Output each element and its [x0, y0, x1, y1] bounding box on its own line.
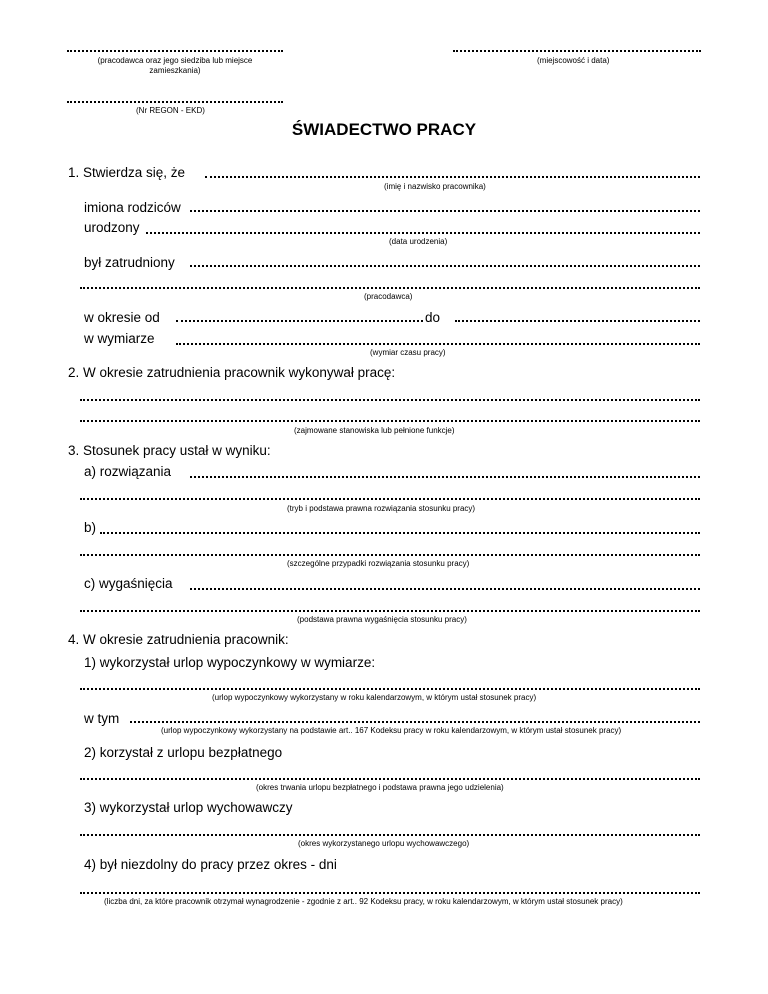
parents-label: imiona rodziców: [84, 200, 181, 215]
period-from-label: w okresie od: [84, 310, 160, 325]
termination-field-2[interactable]: [80, 498, 700, 500]
positions-field-2[interactable]: [80, 420, 700, 422]
employer-caption: (pracodawca oraz jego siedziba lub miejsce zamieszkania): [97, 56, 253, 75]
section3-heading: 3. Stosunek pracy ustał w wyniku:: [68, 443, 271, 458]
termination-caption: (tryb i podstawa prawna rozwiązania stosunku pracy): [287, 504, 476, 513]
section4-heading: 4. W okresie zatrudnienia pracownik:: [68, 632, 289, 647]
section1-heading: 1. Stwierdza się, że: [68, 165, 186, 180]
birth-date-field[interactable]: [146, 232, 700, 234]
period-from-field[interactable]: [176, 320, 423, 322]
dimension-field[interactable]: [176, 343, 700, 345]
expiry-field-2[interactable]: [80, 610, 700, 612]
employee-name-field[interactable]: [205, 176, 700, 178]
parental-leave-caption: (okres wykorzystanego urlopu wychowawczego): [298, 839, 470, 848]
unpaid-leave-field[interactable]: [80, 778, 700, 780]
birth-date-caption: (data urodzenia): [389, 237, 448, 246]
employed-label: był zatrudniony: [84, 255, 175, 270]
vacation-caption: (urlop wypoczynkowy wykorzystany w roku kalendarzowym, w którym ustał stosunek pracy): [212, 693, 537, 702]
special-field-1[interactable]: [100, 532, 700, 534]
employee-name-caption: (imię i nazwisko pracownika): [384, 182, 486, 191]
sick-days-label: 4) był niezdolny do pracy przez okres - dni: [84, 857, 337, 872]
parental-leave-field[interactable]: [80, 834, 700, 836]
special-field-2[interactable]: [80, 554, 700, 556]
special-caption: (szczególne przypadki rozwiązania stosunku pracy): [287, 559, 470, 568]
period-to-label: do: [425, 310, 441, 325]
employer-name-caption: (pracodawca): [364, 292, 413, 301]
positions-caption: (zajmowane stanowiska lub pełnione funkcje): [294, 426, 455, 435]
period-to-field[interactable]: [455, 320, 700, 322]
dimension-label: w wymiarze: [84, 331, 155, 346]
termination-field-1[interactable]: [190, 476, 700, 478]
parents-field[interactable]: [190, 210, 700, 212]
born-label: urodzony: [84, 220, 140, 235]
employed-by-field[interactable]: [190, 265, 700, 267]
vacation-wtym-label: w tym: [84, 711, 120, 726]
page-title: ŚWIADECTWO PRACY: [291, 120, 477, 139]
sick-days-field[interactable]: [80, 892, 700, 894]
dimension-caption: (wymiar czasu pracy): [370, 348, 446, 357]
termination-label: a) rozwiązania: [84, 464, 172, 479]
vacation-label: 1) wykorzystał urlop wypoczynkowy w wymiarze:: [84, 655, 376, 670]
expiry-label: c) wygaśnięcia: [84, 576, 173, 591]
sick-days-caption: (liczba dni, za które pracownik otrzymał wynagrodzenie - zgodnie z art.. 92 Kodeksu pracy, w roku kalendarzowym, w którym ustał stosunek pracy): [104, 897, 623, 906]
special-label: b): [84, 520, 97, 535]
parental-leave-label: 3) wykorzystał urlop wychowawczy: [84, 800, 293, 815]
employer-field[interactable]: [67, 50, 283, 52]
expiry-field-1[interactable]: [190, 588, 700, 590]
unpaid-leave-label: 2) korzystał z urlopu bezpłatnego: [84, 745, 283, 760]
place-date-caption: (miejscowość i data): [537, 56, 610, 65]
regon-caption: (Nr REGON - EKD): [136, 106, 205, 115]
section2-heading: 2. W okresie zatrudnienia pracownik wykonywał pracę:: [68, 365, 396, 380]
vacation-wtym-field[interactable]: [130, 721, 700, 723]
positions-field-1[interactable]: [80, 399, 700, 401]
unpaid-leave-caption: (okres trwania urlopu bezpłatnego i podstawa prawna jego udzielenia): [256, 783, 504, 792]
vacation-field[interactable]: [80, 688, 700, 690]
regon-field[interactable]: [67, 101, 283, 103]
employer-name-field[interactable]: [80, 287, 700, 289]
expiry-caption: (podstawa prawna wygaśnięcia stosunku pracy): [297, 615, 467, 624]
place-date-field[interactable]: [453, 50, 701, 52]
vacation-wtym-caption: (urlop wypoczynkowy wykorzystany na podstawie art.. 167 Kodeksu pracy w roku kalendarzowym, w którym ustał stosunek pracy): [161, 726, 622, 735]
